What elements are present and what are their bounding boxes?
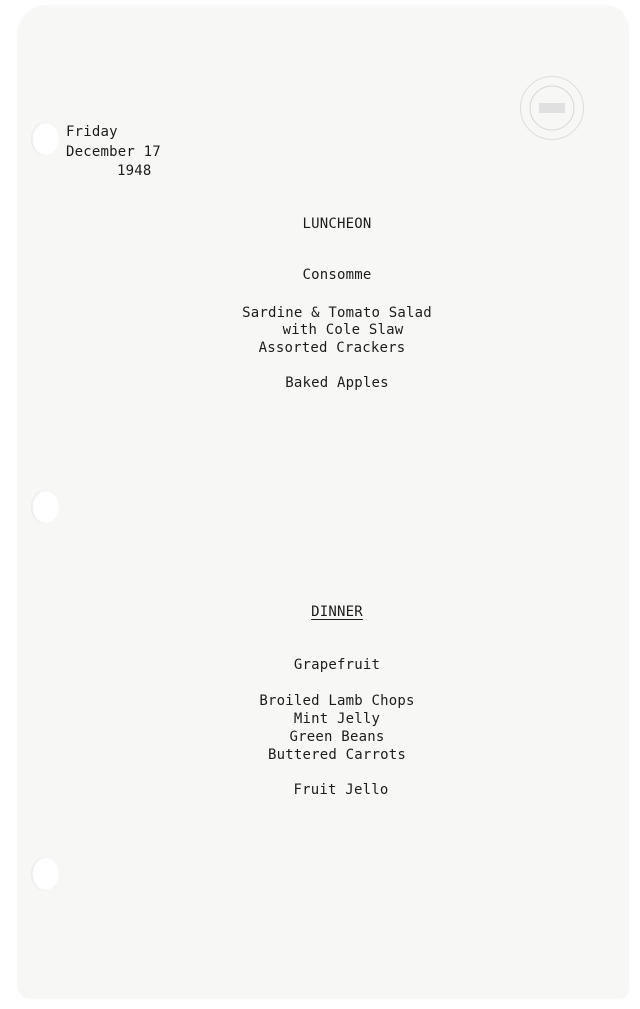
dinner-item: Broiled Lamb Chops <box>259 693 415 709</box>
luncheon-item: Consomme <box>302 267 372 283</box>
date-year: 1948 <box>117 163 152 179</box>
luncheon-item: Sardine & Tomato Salad <box>242 305 432 321</box>
date-month-day: December 17 <box>66 144 161 160</box>
dinner-item: Grapefruit <box>293 657 381 673</box>
dinner-item: Fruit Jello <box>293 782 389 798</box>
dinner-item: Green Beans <box>289 729 385 745</box>
dinner-item: Buttered Carrots <box>267 747 407 763</box>
punch-hole-middle <box>31 490 59 524</box>
luncheon-item: Baked Apples <box>285 375 389 391</box>
library-stamp <box>520 76 584 140</box>
date-day: Friday <box>66 124 118 140</box>
dinner-item: Mint Jelly <box>293 711 381 727</box>
punch-hole-bottom <box>31 857 59 891</box>
luncheon-item: with Cole Slaw <box>282 322 404 338</box>
dinner-heading: DINNER <box>311 604 363 620</box>
luncheon-heading: LUNCHEON <box>302 216 372 232</box>
punch-hole-top <box>31 122 59 156</box>
luncheon-item: Assorted Crackers <box>258 340 406 356</box>
